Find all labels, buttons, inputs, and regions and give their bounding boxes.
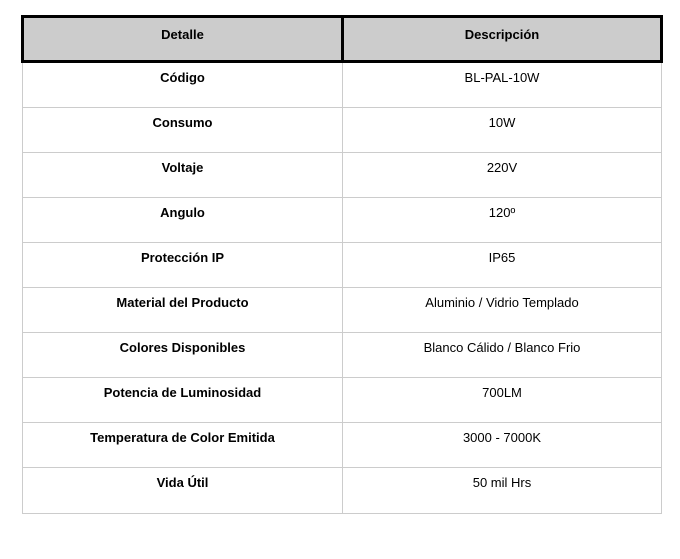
row-value: BL-PAL-10W (343, 62, 662, 108)
row-value: 10W (343, 108, 662, 153)
row-label: Angulo (23, 198, 343, 243)
table-row (23, 243, 662, 288)
row-label: Potencia de Luminosidad (23, 378, 343, 423)
row-label: Protección IP (23, 243, 343, 288)
table-row (23, 288, 662, 333)
table-row (23, 378, 662, 423)
header-descripcion: Descripción (343, 17, 662, 62)
row-label: Vida Útil (23, 468, 343, 514)
row-label: Temperatura de Color Emitida (23, 423, 343, 468)
table-row (23, 423, 662, 468)
row-value: 120º (343, 198, 662, 243)
table-row (23, 468, 662, 514)
row-label: Material del Producto (23, 288, 343, 333)
row-value: IP65 (343, 243, 662, 288)
row-label: Código (23, 62, 343, 108)
table-row (23, 153, 662, 198)
spec-table (21, 15, 663, 514)
table-row (23, 198, 662, 243)
header-detalle: Detalle (23, 17, 343, 62)
table-row (23, 333, 662, 378)
header-row (23, 17, 662, 62)
row-value: Blanco Cálido / Blanco Frio (343, 333, 662, 378)
row-label: Voltaje (23, 153, 343, 198)
row-label: Consumo (23, 108, 343, 153)
row-value: 3000 - 7000K (343, 423, 662, 468)
row-value: 220V (343, 153, 662, 198)
table-row (23, 62, 662, 108)
table-row (23, 108, 662, 153)
row-value: 50 mil Hrs (343, 468, 662, 514)
row-label: Colores Disponibles (23, 333, 343, 378)
row-value: 700LM (343, 378, 662, 423)
row-value: Aluminio / Vidrio Templado (343, 288, 662, 333)
